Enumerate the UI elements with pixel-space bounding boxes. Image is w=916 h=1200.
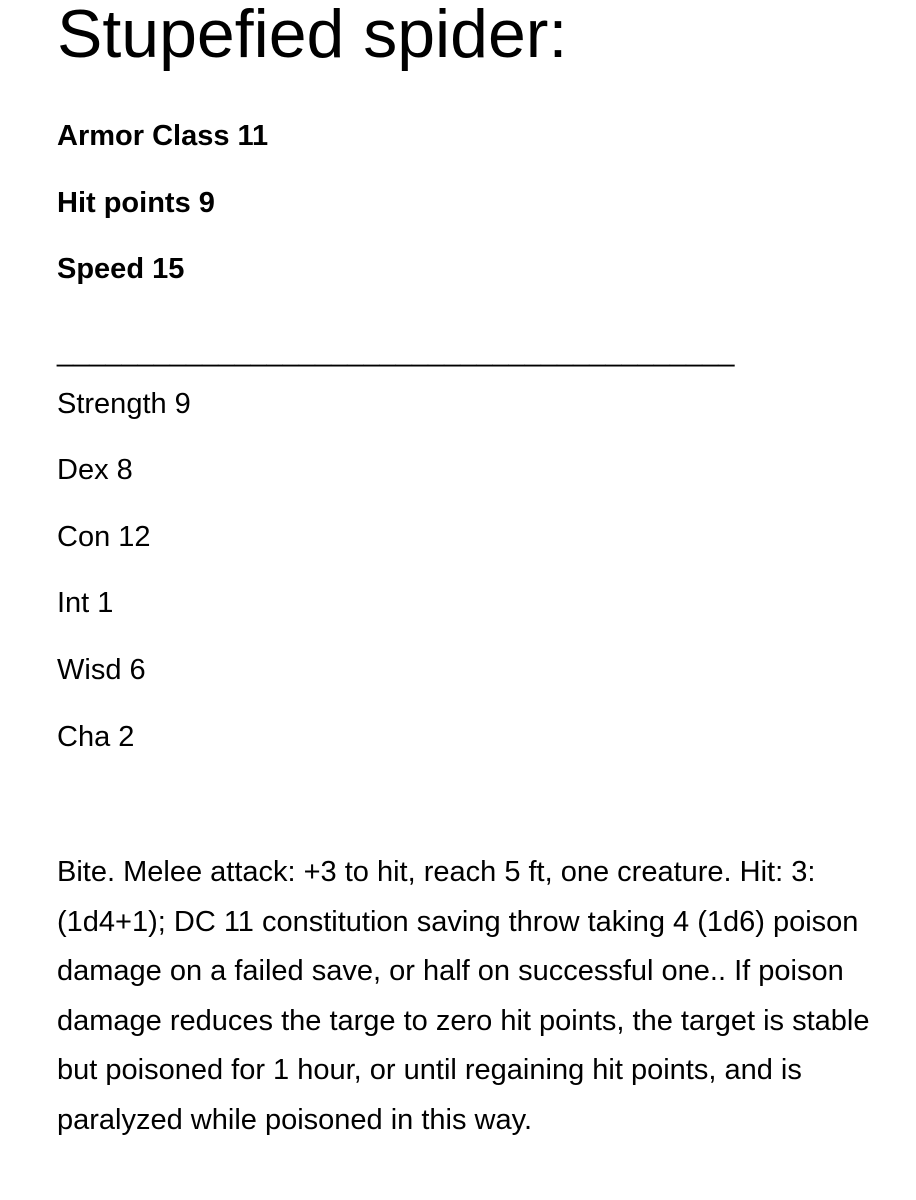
ability-wisd: Wisd 6 [57,654,146,686]
page-title: Stupefied spider: [57,0,568,72]
ability-int: Int 1 [57,587,114,619]
ability-cha: Cha 2 [57,721,135,753]
bite-description: Bite. Melee attack: +3 to hit, reach 5 ft, one creature. Hit: 3: (1d4+1); DC 11 constitution saving throw taking 4 (1d6) poison damage on a failed save, or half on successful one.. If poison damage reduces the targe to zero hit points, the target is stable but poisoned for 1 hour, or until regaining hit points, and is paralyzed while poisoned in this way. [57,856,870,1136]
ability-con: Con 12 [57,521,151,553]
speed: Speed 15 [57,253,185,285]
armor-class: Armor Class 11 [57,120,269,152]
hit-points: Hit points 9 [57,187,215,219]
ability-dex: Dex 8 [57,454,133,486]
ability-strength: Strength 9 [57,388,191,420]
separator-line: __________________________________________ [57,336,735,368]
